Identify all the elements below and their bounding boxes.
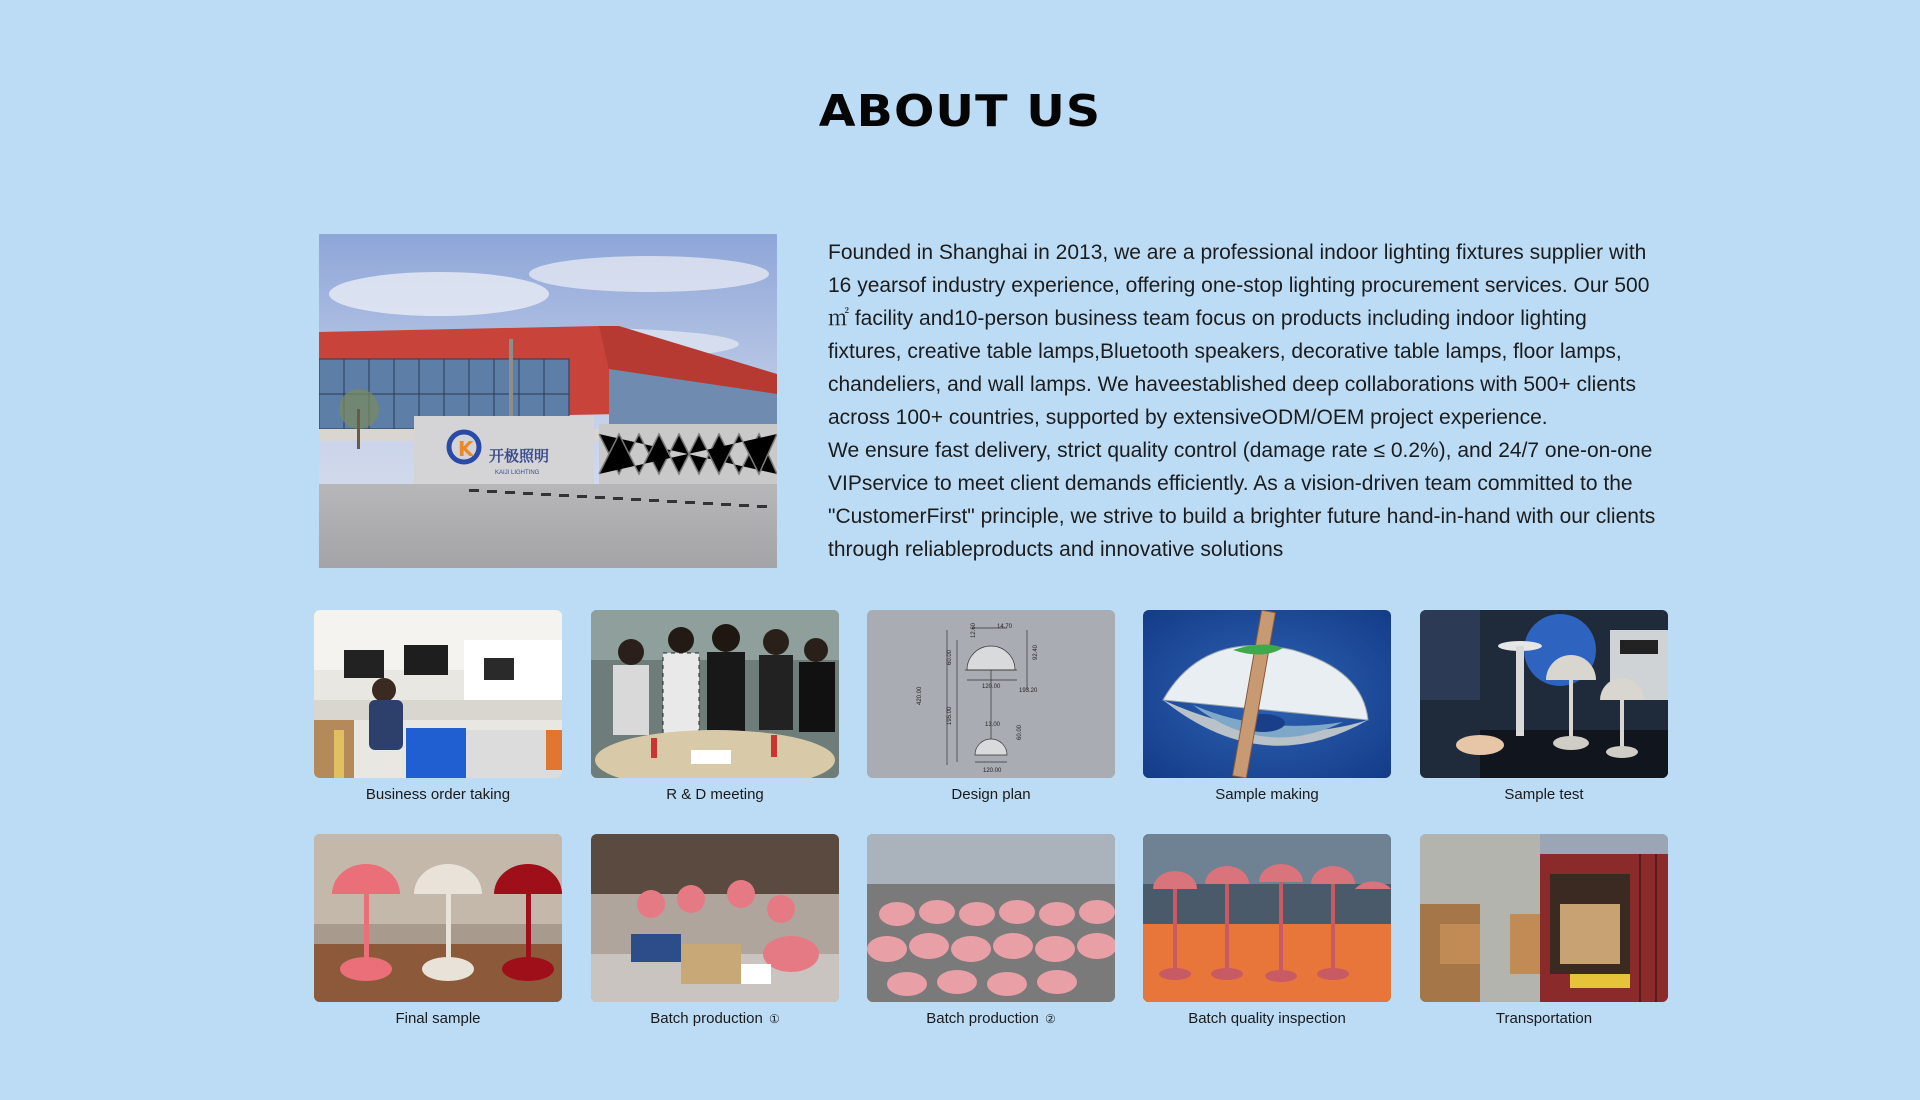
process-caption [591, 1010, 839, 1027]
technical-drawing-photo [867, 610, 1115, 778]
process-step-sample-making [1143, 610, 1391, 803]
process-step-batch-production-1 [591, 834, 839, 1027]
caption-text: Batch production [926, 1010, 1039, 1027]
process-caption: Design plan [951, 786, 1031, 803]
dim-label: 14.70 [997, 624, 1013, 630]
factory-photo [319, 234, 777, 568]
intro-paragraph-1: Founded in Shanghai in 2013, we are a professional indoor lighting fixtures supplier with 16 yearsof industry experience, offering one-stop lighting procurement services. Our 500 ㎡ facility and10-person business team focus on products including indoor lighting fixtures, creative table lamps,Bluetooth speakers, decorative table lamps, floor lamps, chandeliers, and wall lamps. We haveestablished deep collaborations with 500+ clients across 100+ countries, supported by extensiveODM/OEM project experience. [828, 241, 1650, 429]
dim-label: 195.00 [947, 706, 953, 725]
dim-label: 120.00 [983, 768, 1002, 774]
factory-sign-cn: 开极照明 [489, 447, 550, 465]
process-caption [867, 1010, 1115, 1027]
mushroom-lamps-photo [314, 834, 562, 1002]
page-title: ABOUT US [818, 86, 1102, 137]
dim-label: 120.00 [982, 684, 1001, 690]
process-caption: Sample making [1215, 786, 1319, 803]
process-caption: Business order taking [365, 786, 511, 803]
caption-text: Batch production [650, 1010, 763, 1027]
process-step-transportation [1420, 834, 1668, 1027]
shipping-container-photo [1420, 834, 1668, 1002]
process-step-design-plan [867, 610, 1115, 803]
dim-label: 60.00 [947, 649, 953, 665]
dim-label: 12.60 [971, 622, 977, 638]
lab-testing-photo [1420, 610, 1668, 778]
factory-sign-en: KAIJI LIGHTING [495, 470, 540, 476]
3d-model-render [1143, 610, 1391, 778]
process-caption: Final sample [395, 1010, 481, 1027]
inspection-photo [1143, 834, 1391, 1002]
dim-label: 193.20 [1019, 688, 1038, 694]
office-workers-photo [314, 610, 562, 778]
process-step-batch-production-2 [867, 834, 1115, 1027]
production-line-photo [867, 834, 1115, 1002]
factory-logo: K [458, 437, 474, 461]
process-step-batch-quality-inspection [1143, 834, 1391, 1027]
team-meeting-photo [591, 610, 839, 778]
process-caption: Sample test [1504, 786, 1584, 803]
dim-label: 420.00 [917, 686, 923, 705]
intro-paragraph-2: We ensure fast delivery, strict quality control (damage rate ≤ 0.2%), and 24/7 one-on-one VIPservice to meet client demands efficiently. As a vision-driven team committed to the "CustomerFirst" principle, we strive to build a brighter future hand-in-hand with our clients through reliableproducts and innovative solutions [828, 439, 1656, 561]
company-intro [828, 236, 1664, 566]
process-step-rd-meeting [591, 610, 839, 803]
process-step-sample-test [1420, 610, 1668, 803]
dim-label: 60.00 [1017, 724, 1023, 740]
step-number: ② [1044, 1012, 1056, 1026]
process-caption: Transportation [1495, 1010, 1593, 1027]
dim-label: 92.40 [1033, 644, 1039, 660]
process-step-business-order [314, 610, 562, 803]
step-number: ① [768, 1012, 780, 1026]
process-step-final-sample [314, 834, 562, 1027]
process-caption: Batch quality inspection [1188, 1010, 1346, 1027]
assembly-photo [591, 834, 839, 1002]
dim-label: 13.00 [985, 722, 1001, 728]
process-caption: R & D meeting [666, 786, 764, 803]
